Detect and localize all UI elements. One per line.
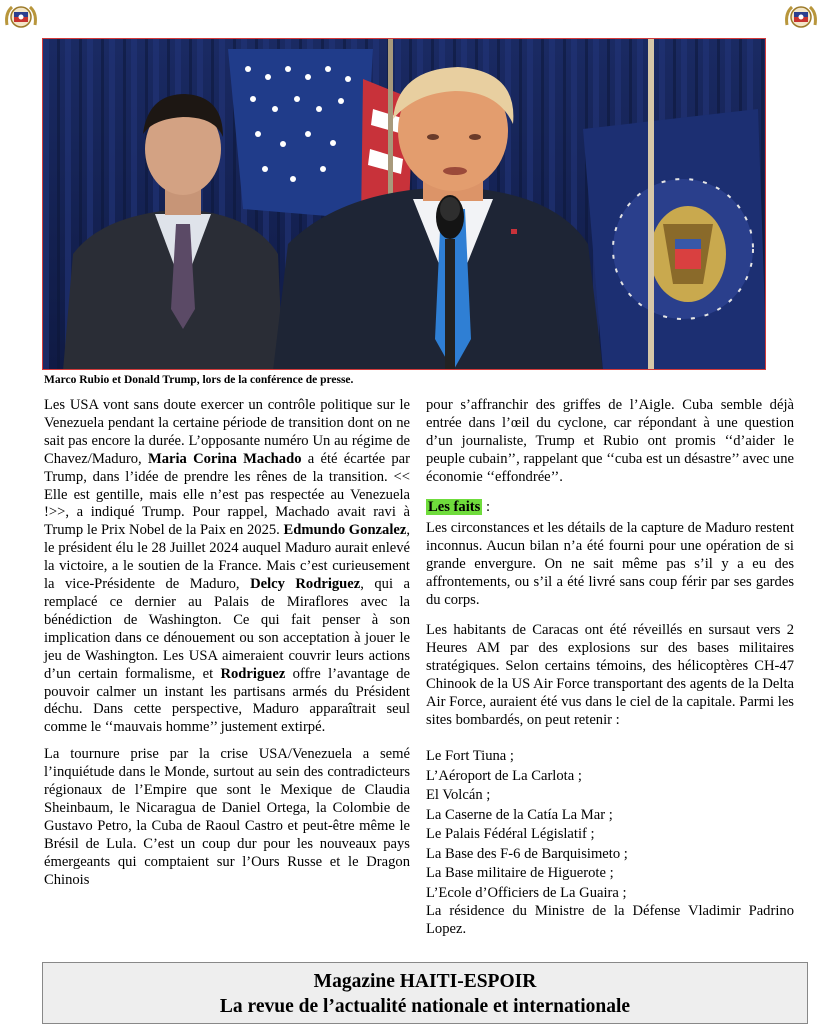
left-column [44, 397, 410, 898]
person-name: Rodriguez [220, 665, 286, 682]
list-item: L’Aéroport de La Carlota ; [426, 767, 582, 784]
paragraph [44, 397, 410, 737]
paragraph: pour s’affranchir des griffes de l’Aigle. Cuba semble déjà entrée dans l’œil du cyclone, car répondant à une question d’un journaliste, Trump et Rubio ont promis ‘‘d’aider le peuple cubain’’, rappelant que ‘‘cuba est un désastre’’ avec une économie ‘‘effondrée’’. [426, 397, 794, 485]
list-item: L’Ecole d’Officiers de La Guaira ; [426, 884, 627, 901]
person-name: Edmundo Gonzalez [283, 522, 407, 539]
press-conference-photo [42, 38, 766, 370]
section-heading-suffix: : [482, 498, 490, 515]
section-heading-line [426, 499, 794, 517]
magazine-footer-banner [42, 962, 808, 1024]
magazine-seal-icon [784, 3, 818, 31]
paragraph: Les habitants de Caracas ont été réveillés en sursaut vers 2 Heures AM par des explosions sur des bases militaires stratégiques. Selon certains témoins, des hélicoptères CH-47 Chinook de la US Air Force transportant des agents de la Delta Air Force, auraient été vus dans le ciel de la capitale. Parmi les sites bombardés, on peut retenir : [426, 621, 794, 728]
text-run: Les USA vont sans doute exercer un contrôle politique sur le Venezuela pendant la certaine période de transition dont on ne sait pas encore la durée. L’opposante numéro Un au régime de Chavez/Maduro, [44, 397, 410, 467]
text-run: , qui a remplacé ce dernier au Palais de Miraflores avec la bénédiction de Washington. Ce qui fait penser à son implication dans ce dénouement ou son acceptation à jouer le jeu de Washington. Les USA aimeraient couvrir leurs actions d’un certain formalisme, et [44, 576, 410, 682]
text-run: a été écartée par Trump, dans l’idée de prendre les rênes de la transition. << Elle est gentille, mais elle n’est pas respectée au Venezuela !>>, a indiqué Trump. Pour rappel, Machado avait ravi à Trump le Prix Nobel de la Paix en 2025. [44, 450, 410, 539]
paragraph: Les circonstances et les détails de la capture de Maduro restent inconnus. Aucun bilan n’a été fourni pour une opération de si grande envergure. On ne sait même pas s’il y a eu des affrontements, ou s’il a été livré sans coup férir par ses gardes du corps. [426, 520, 794, 609]
list-item: El Volcán ; [426, 787, 491, 804]
text-run: offre l’avantage de pouvoir calmer un instant les partisans armés du Président déchu. Dans cette perspective, Maduro apparaîtrait seul comme le ‘‘mauvais homme’’ justement extirpé. [44, 665, 410, 736]
list-item: Le Palais Fédéral Législatif ; [426, 826, 595, 843]
list-item: Le Fort Tiuna ; [426, 748, 514, 765]
magazine-seal-icon [4, 3, 38, 31]
text-run: , le président élu le 28 Juillet 2024 auquel Maduro aurait enlevé la victoire, a le soutien de la France. Mais c’est curieusement la vice-Présidente de Maduro, [44, 522, 410, 593]
bombed-sites-list [426, 747, 794, 939]
list-item: La Base des F-6 de Barquisimeto ; [426, 845, 628, 862]
footer-subtitle: La revue de l’actualité nationale et internationale [219, 996, 631, 1017]
list-item: La Base militaire de Higuerote ; [426, 865, 614, 882]
list-item: La Caserne de la Catía La Mar ; [426, 806, 613, 823]
footer-title: Magazine HAITI-ESPOIR [313, 971, 537, 992]
paragraph: La tournure prise par la crise USA/Venezuela a semé l’inquiétude dans le Monde, surtout au sein des contradicteurs régionaux de l’Empire que sont le Mexique de Claudia Sheinbaum, le Nicaragua de Daniel Ortega, la Colombie de Gustavo Petro, la Cuba de Raoul Castro et peut-être même le Brésil de Lula. C’est un coup dur pour les nouveaux pays émergeants qui comptaient sur l’Ours Russe et le Dragon Chinois [44, 746, 410, 888]
photo-caption: Marco Rubio et Donald Trump, lors de la conférence de presse. [44, 374, 354, 386]
person-name: Maria Corina Machado [147, 450, 302, 467]
right-column [426, 397, 794, 939]
section-heading: Les faits [428, 498, 481, 515]
list-item: La résidence du Ministre de la Défense Vladimir Padrino Lopez. [426, 903, 794, 938]
person-name: Delcy Rodriguez [250, 576, 361, 593]
